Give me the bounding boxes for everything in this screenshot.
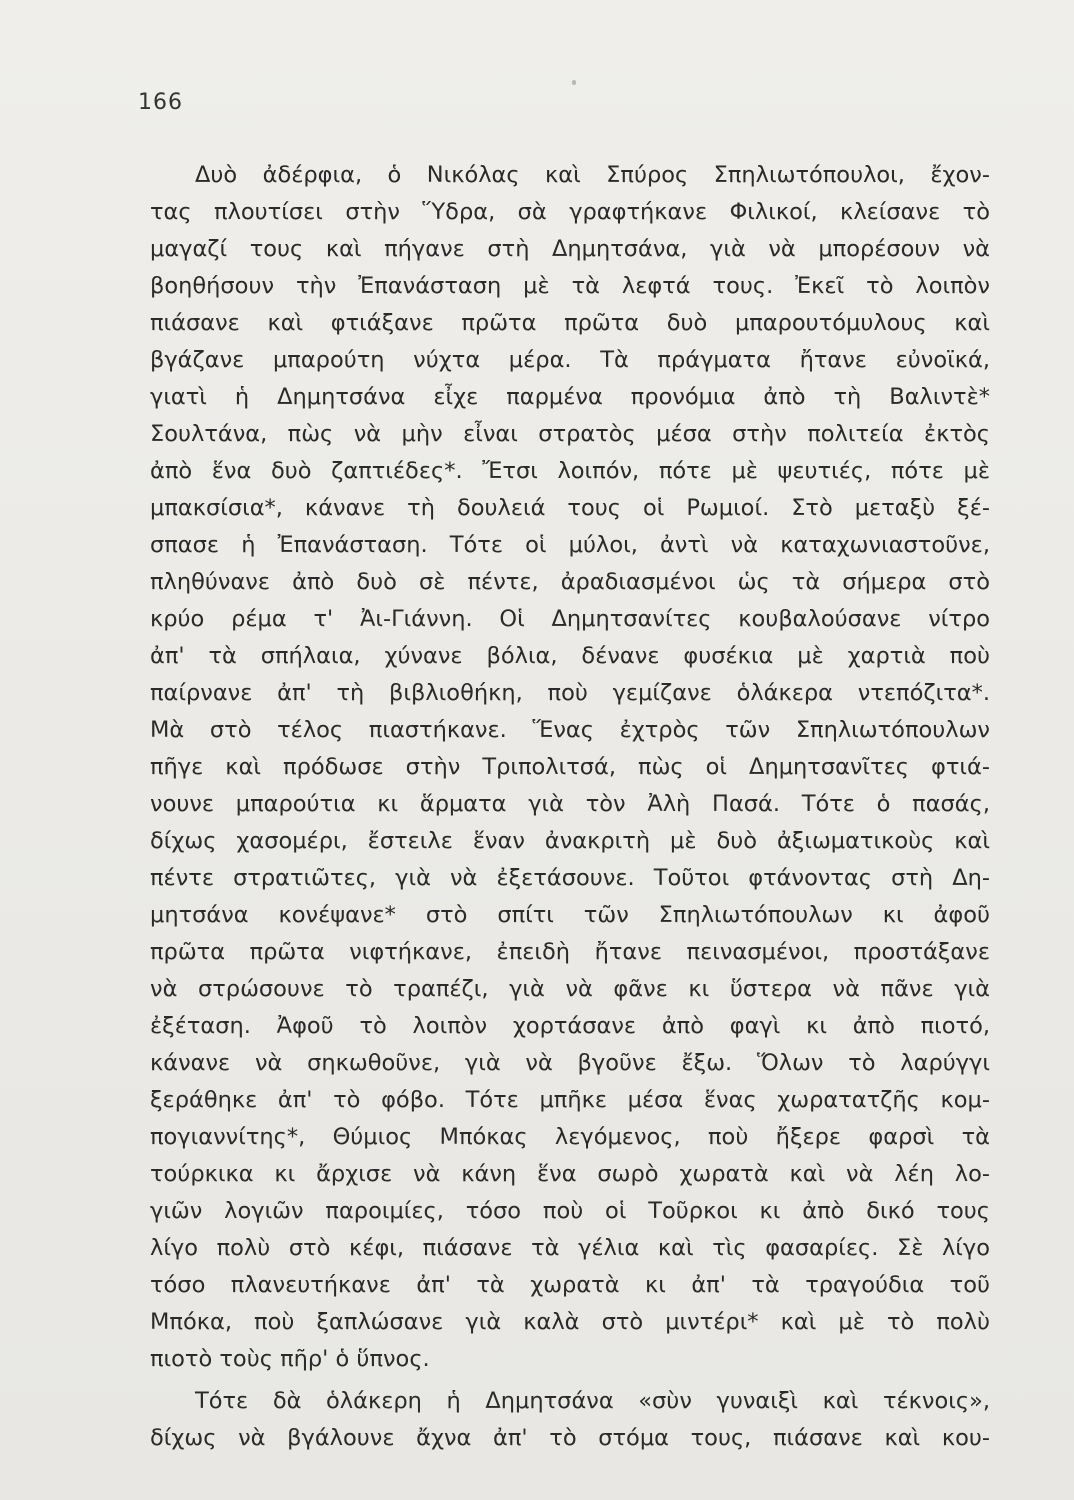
text-line: λίγο πολὺ στὸ κέφι, πιάσανε τὰ γέλια καὶ τὶς φασαρίες. Σὲ λίγο xyxy=(150,1235,990,1261)
page-number: 166 xyxy=(138,90,183,115)
text-line: γιατὶ ἡ Δημητσάνα εἶχε παρμένα προνόμια ἀπὸ τὴ Βαλιντὲ* xyxy=(150,384,990,410)
text-line: ἀπ' τὰ σπήλαια, χύνανε βόλια, δένανε φυσέκια μὲ χαρτιὰ ποὺ xyxy=(150,643,990,669)
text-line: πιάσανε καὶ φτιάξανε πρῶτα πρῶτα δυὸ μπαρουτόμυλους καὶ xyxy=(150,310,990,336)
text-line: δίχως νὰ βγάλουνε ἄχνα ἀπ' τὸ στόμα τους, πιάσανε καὶ κου- xyxy=(150,1425,990,1451)
text-line: πέντε στρατιῶτες, γιὰ νὰ ἐξετάσουνε. Τοῦτοι φτάνοντας στὴ Δη- xyxy=(150,865,990,891)
text-line: πογιαννίτης*, Θύμιος Μπόκας λεγόμενος, ποὺ ἤξερε φαρσὶ τὰ xyxy=(150,1124,990,1150)
text-line: τόσο πλανευτήκανε ἀπ' τὰ χωρατὰ κι ἀπ' τὰ τραγούδια τοῦ xyxy=(150,1272,990,1298)
text-line: πληθύνανε ἀπὸ δυὸ σὲ πέντε, ἀραδιασμένοι ὡς τὰ σήμερα στὸ xyxy=(150,569,990,595)
text-line: σπασε ἡ Ἐπανάσταση. Τότε οἱ μύλοι, ἀντὶ νὰ καταχωνιαστοῦνε, xyxy=(150,532,990,558)
text-line: τούρκικα κι ἄρχισε νὰ κάνη ἕνα σωρὸ χωρατὰ καὶ νὰ λέη λο- xyxy=(150,1161,990,1187)
text-line: Μπόκα, ποὺ ξαπλώσανε γιὰ καλὰ στὸ μιντέρι* καὶ μὲ τὸ πολὺ xyxy=(150,1309,990,1335)
text-line: δίχως χασομέρι, ἔστειλε ἕναν ἀνακριτὴ μὲ δυὸ ἀξιωματικοὺς καὶ xyxy=(150,828,990,854)
text-line: παίρνανε ἀπ' τὴ βιβλιοθήκη, ποὺ γεμίζανε ὁλάκερα ντεπόζιτα*. xyxy=(150,680,990,706)
text-line: Μὰ στὸ τέλος πιαστήκανε. Ἕνας ἐχτρὸς τῶν Σπηλιωτόπουλων xyxy=(150,717,990,743)
text-line: Σουλτάνα, πὼς νὰ μὴν εἶναι στρατὸς μέσα στὴν πολιτεία ἐκτὸς xyxy=(150,421,990,447)
text-line: μητσάνα κονέψανε* στὸ σπίτι τῶν Σπηλιωτόπουλων κι ἀφοῦ xyxy=(150,902,990,928)
text-line: Δυὸ ἀδέρφια, ὁ Νικόλας καὶ Σπύρος Σπηλιωτόπουλοι, ἔχον- xyxy=(195,162,990,188)
text-line: γιῶν λογιῶν παροιμίες, τόσο ποὺ οἱ Τοῦρκοι κι ἀπὸ δικό τους xyxy=(150,1198,990,1224)
text-line: πρῶτα πρῶτα νιφτήκανε, ἐπειδὴ ἤτανε πεινασμένοι, προστάξανε xyxy=(150,939,990,965)
print-speck xyxy=(572,80,576,85)
text-line: βοηθήσουν τὴν Ἐπανάσταση μὲ τὰ λεφτά τους. Ἐκεῖ τὸ λοιπὸν xyxy=(150,273,990,299)
text-line: κάνανε νὰ σηκωθοῦνε, γιὰ νὰ βγοῦνε ἔξω. Ὅλων τὸ λαρύγγι xyxy=(150,1050,990,1076)
text-line: μαγαζί τους καὶ πήγανε στὴ Δημητσάνα, γιὰ νὰ μπορέσουν νὰ xyxy=(150,236,990,262)
text-line: πιοτὸ τοὺς πῆρ' ὁ ὕπνος. xyxy=(150,1346,430,1372)
text-line: κρύο ρέμα τ' Ἀι-Γιάννη. Οἱ Δημητσανίτες κουβαλούσανε νίτρο xyxy=(150,606,990,632)
text-line: ξεράθηκε ἀπ' τὸ φόβο. Τότε μπῆκε μέσα ἕνας χωρατατζῆς κομ- xyxy=(150,1087,990,1113)
text-line: Τότε δὰ ὁλάκερη ἡ Δημητσάνα «σὺν γυναιξὶ καὶ τέκνοις», xyxy=(195,1388,990,1414)
text-line: πῆγε καὶ πρόδωσε στὴν Τριπολιτσά, πὼς οἱ Δημητσανῖτες φτιά- xyxy=(150,754,990,780)
text-line: νὰ στρώσουνε τὸ τραπέζι, γιὰ νὰ φᾶνε κι ὕστερα νὰ πᾶνε γιὰ xyxy=(150,976,990,1002)
text-line: ἐξέταση. Ἀφοῦ τὸ λοιπὸν χορτάσανε ἀπὸ φαγὶ κι ἀπὸ πιοτό, xyxy=(150,1013,990,1039)
text-line: μπακσίσια*, κάνανε τὴ δουλειά τους οἱ Ρωμιοί. Στὸ μεταξὺ ξέ- xyxy=(150,495,990,521)
text-line: τας πλουτίσει στὴν Ὕδρα, σὰ γραφτήκανε Φιλικοί, κλείσανε τὸ xyxy=(150,199,990,225)
text-line: βγάζανε μπαρούτη νύχτα μέρα. Τὰ πράγματα ἤτανε εὐνοϊκά, xyxy=(150,347,990,373)
text-line: νουνε μπαρούτια κι ἅρματα γιὰ τὸν Ἀλὴ Πασά. Τότε ὁ πασάς, xyxy=(150,791,990,817)
text-line: ἀπὸ ἕνα δυὸ ζαπτιέδες*. Ἔτσι λοιπόν, πότε μὲ ψευτιές, πότε μὲ xyxy=(150,458,990,484)
